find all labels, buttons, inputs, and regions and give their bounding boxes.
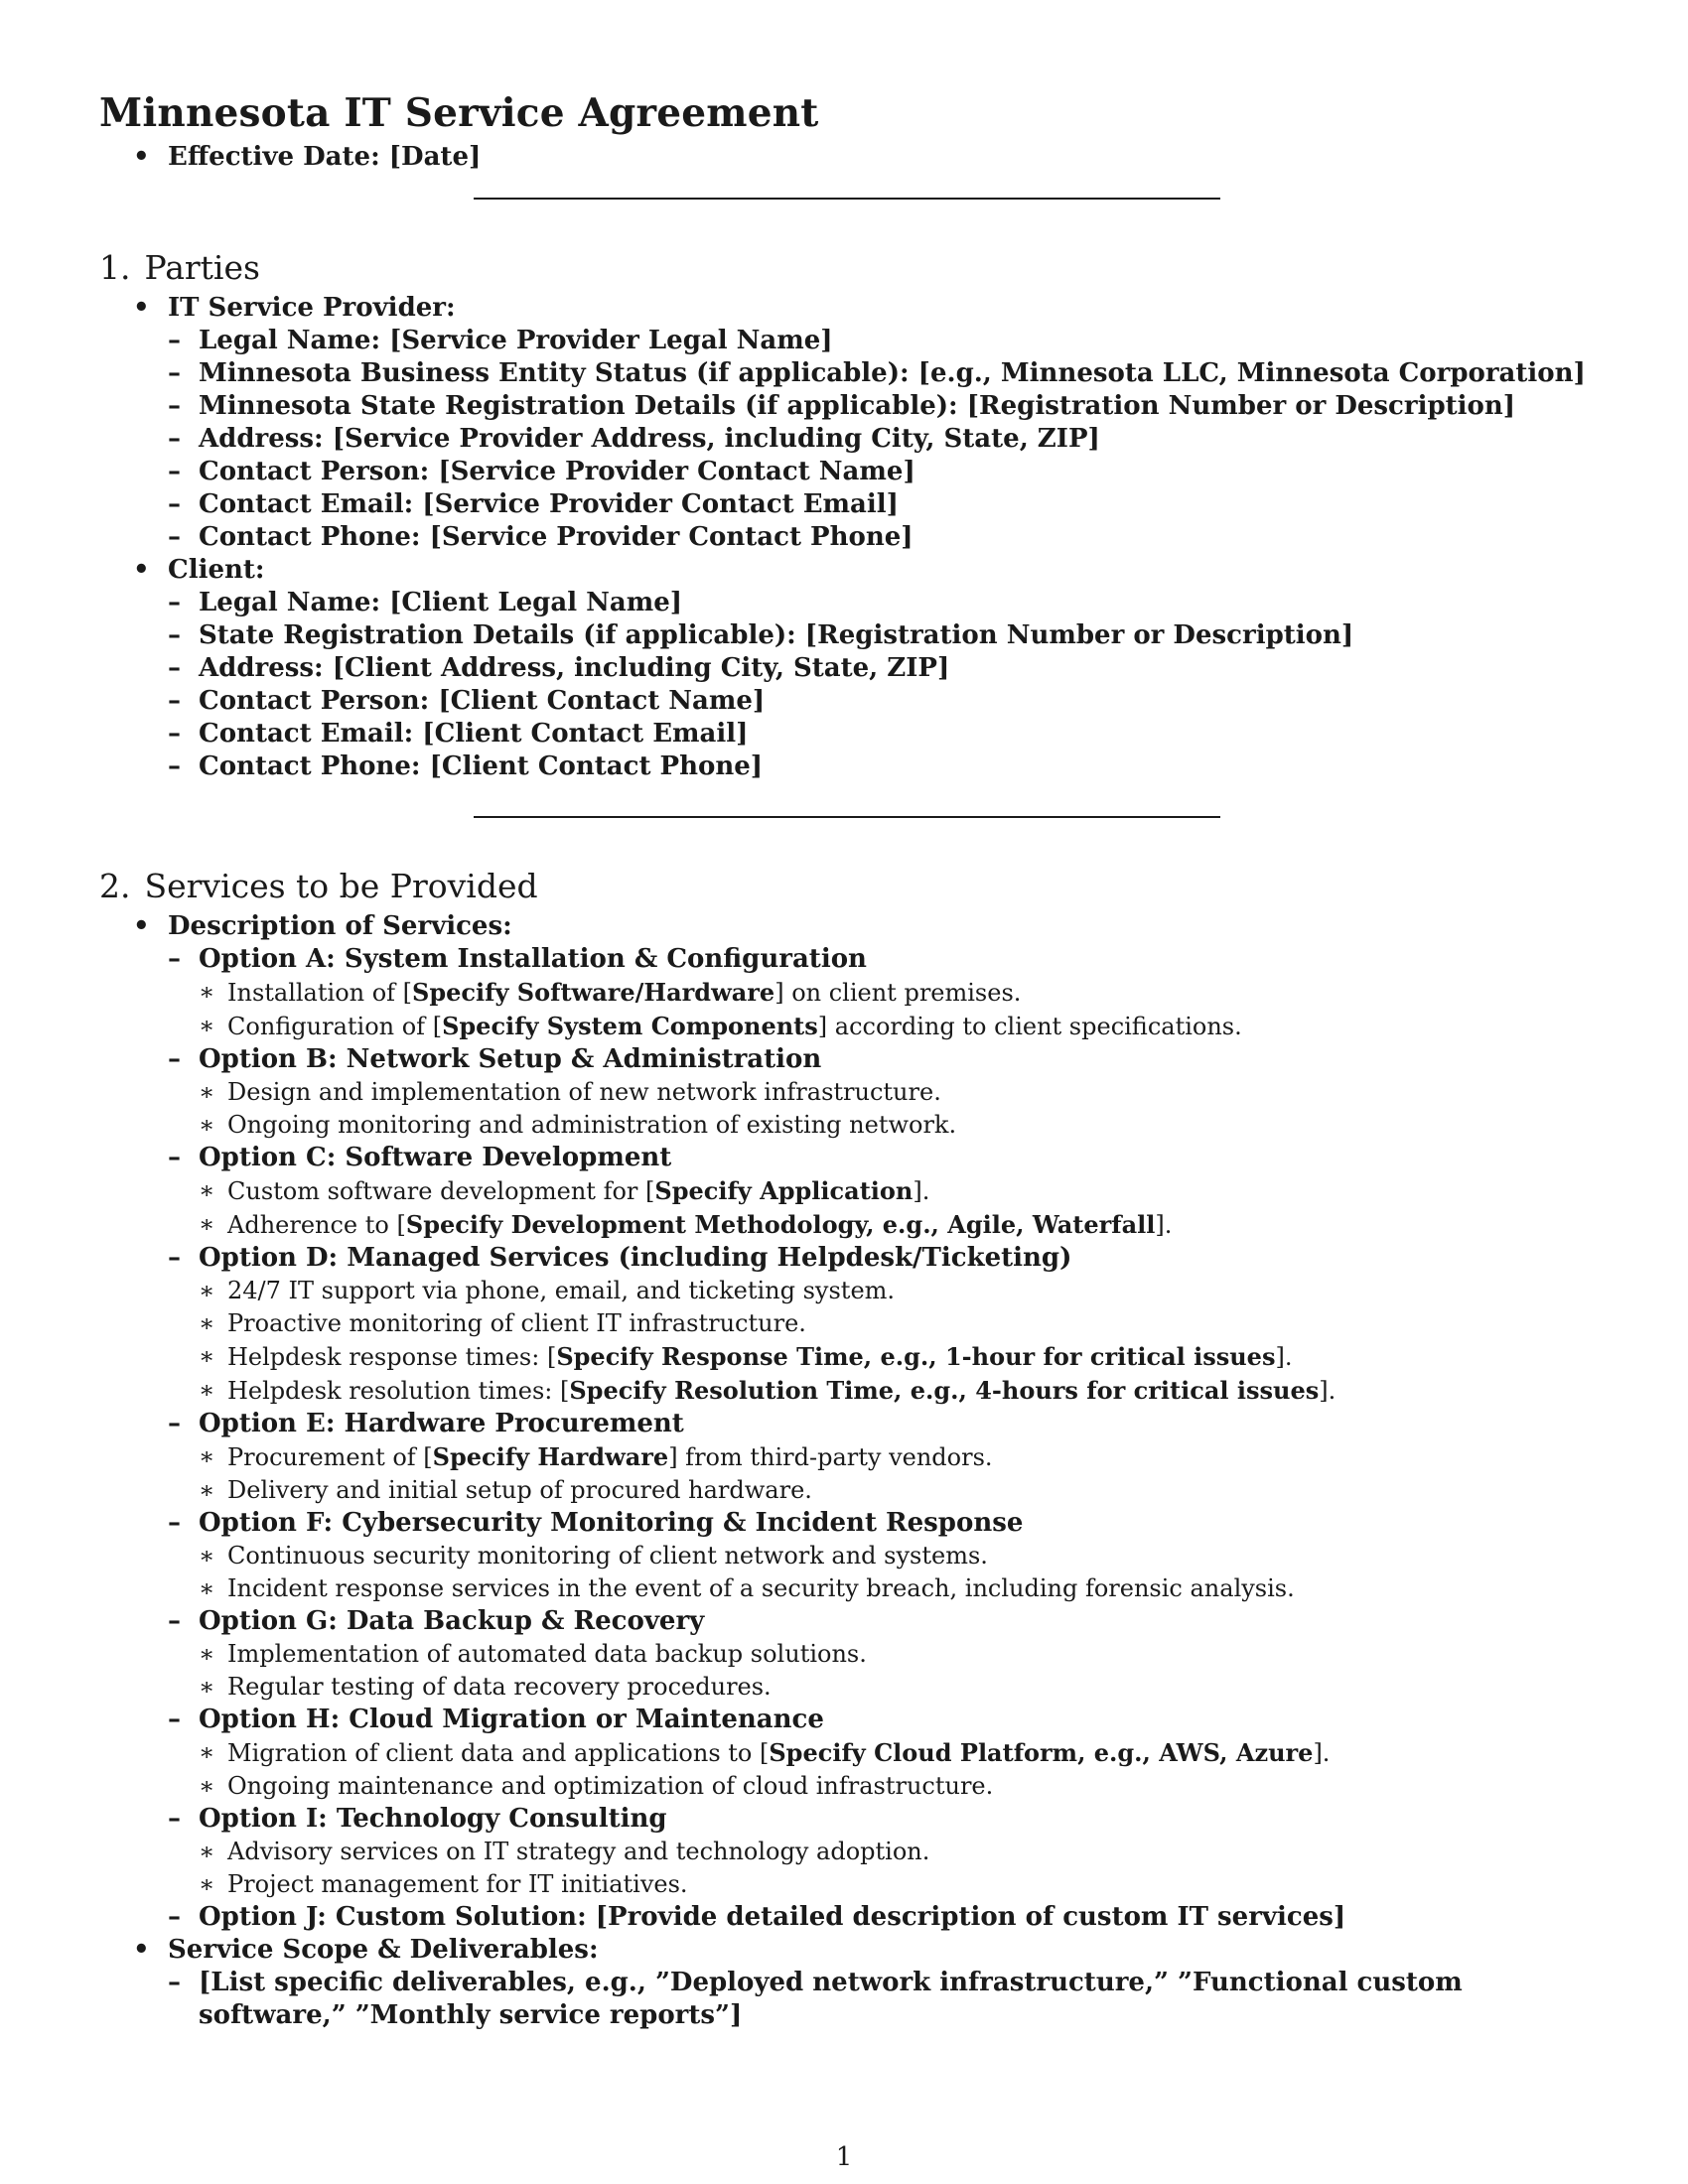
service-option-items xyxy=(199,976,1589,1043)
service-detail-item xyxy=(199,1638,1589,1671)
detail-text: Configuration of [ xyxy=(227,1013,443,1040)
placeholder-text: Specify System Components xyxy=(442,1012,818,1040)
provider-details xyxy=(168,325,1589,554)
service-detail-item xyxy=(199,1374,1589,1408)
service-detail-item xyxy=(199,1208,1589,1242)
section-title-parties: 1. Parties xyxy=(99,248,260,287)
provider-block xyxy=(129,292,1589,554)
placeholder-text: Specify Application xyxy=(654,1176,914,1205)
document-page xyxy=(99,85,1589,2032)
service-option-items xyxy=(199,1736,1589,1803)
service-detail-item xyxy=(199,1540,1589,1572)
page-number: 1 xyxy=(835,2142,853,2172)
service-detail-item xyxy=(199,1474,1589,1507)
service-detail-item xyxy=(199,1671,1589,1704)
service-option xyxy=(168,943,1589,1043)
service-option-title: Option F: Cybersecurity Monitoring & Incident Response xyxy=(199,1508,1024,1538)
service-detail-item xyxy=(199,1174,1589,1208)
provider-detail-item: – Contact Person: [Service Provider Contact Name] xyxy=(168,456,1589,488)
service-detail-item xyxy=(199,1307,1589,1340)
detail-text: Procurement of [ xyxy=(227,1443,433,1471)
detail-text: ] from third-party vendors. xyxy=(668,1443,993,1471)
effective-date xyxy=(129,141,1589,174)
client-label: Client: xyxy=(168,555,265,585)
detail-text: Implementation of automated data backup solutions. xyxy=(227,1640,867,1668)
detail-text: Helpdesk resolution times: [ xyxy=(227,1377,570,1405)
detail-text: Incident response services in the event of a security breach, including forensic analysis. xyxy=(227,1574,1295,1602)
service-option xyxy=(168,1408,1589,1507)
detail-text: Helpdesk response times: [ xyxy=(227,1343,557,1371)
detail-text: ]. xyxy=(913,1177,930,1205)
service-option-title: Option I: Technology Consulting xyxy=(199,1804,667,1834)
horizontal-rule xyxy=(474,198,1220,200)
service-option-title: Option H: Cloud Migration or Maintenance xyxy=(199,1705,824,1734)
service-detail-item xyxy=(199,1010,1589,1043)
deliverable-item: – [List specific deliverables, e.g., ”Deployed network infrastructure,” ”Functional custom software,” ”Monthly service reports”] xyxy=(168,1967,1589,2032)
service-detail-item xyxy=(199,1275,1589,1307)
section-title-services: 2. Services to be Provided xyxy=(99,867,538,905)
detail-text: Custom software development for [ xyxy=(227,1177,655,1205)
service-detail-item xyxy=(199,1868,1589,1901)
detail-text: Advisory services on IT strategy and technology adoption. xyxy=(227,1838,930,1865)
client-detail-item: – Contact Email: [Client Contact Email] xyxy=(168,718,1589,751)
parties-list xyxy=(99,292,1589,783)
detail-text: Continuous security monitoring of client network and systems. xyxy=(227,1542,988,1570)
service-option-items xyxy=(199,1638,1589,1704)
service-option xyxy=(168,1901,1589,1934)
provider-detail-item: – Minnesota State Registration Details (if applicable): [Registration Number or Description] xyxy=(168,390,1589,423)
service-option-items xyxy=(199,1540,1589,1605)
placeholder-text: Specify Cloud Platform, e.g., AWS, Azure xyxy=(769,1738,1314,1767)
client-details xyxy=(168,587,1589,783)
detail-text: ] on client premises. xyxy=(774,979,1022,1007)
provider-label: IT Service Provider: xyxy=(168,293,456,323)
detail-text: ]. xyxy=(1313,1739,1331,1767)
service-option xyxy=(168,1605,1589,1704)
effective-date-list xyxy=(99,141,1589,174)
client-detail-item: – Address: [Client Address, including City, State, ZIP] xyxy=(168,652,1589,685)
provider-detail-item: – Contact Email: [Service Provider Contact Email] xyxy=(168,488,1589,521)
service-option-title: Option J: Custom Solution: [Provide detailed description of custom IT services] xyxy=(199,1902,1346,1932)
effective-date-value: [Date] xyxy=(388,142,482,172)
client-detail-item: – State Registration Details (if applicable): [Registration Number or Description] xyxy=(168,619,1589,652)
detail-text: Design and implementation of new network infrastructure. xyxy=(227,1078,941,1106)
detail-text: Delivery and initial setup of procured hardware. xyxy=(227,1476,812,1504)
service-option-items xyxy=(199,1836,1589,1901)
detail-text: ]. xyxy=(1275,1343,1293,1371)
detail-text: ]. xyxy=(1319,1377,1336,1405)
detail-text: Adherence to [ xyxy=(227,1211,406,1239)
service-options xyxy=(168,943,1589,1934)
detail-text: Project management for IT initiatives. xyxy=(227,1870,688,1898)
placeholder-text: Specify Resolution Time, e.g., 4-hours for critical issues xyxy=(569,1376,1320,1405)
service-option xyxy=(168,1704,1589,1803)
provider-detail-item: – Minnesota Business Entity Status (if applicable): [e.g., Minnesota LLC, Minnesota Corporation] xyxy=(168,357,1589,390)
service-option-title: Option A: System Installation & Configuration xyxy=(199,944,867,974)
document-title: Minnesota IT Service Agreement xyxy=(99,90,819,136)
placeholder-text: Specify Response Time, e.g., 1-hour for critical issues xyxy=(556,1342,1276,1371)
service-option-items xyxy=(199,1440,1589,1507)
detail-text: Regular testing of data recovery procedures. xyxy=(227,1673,772,1701)
detail-text: ] according to client specifications. xyxy=(817,1013,1242,1040)
service-option xyxy=(168,1043,1589,1142)
service-option-items xyxy=(199,1275,1589,1408)
service-option-title: Option D: Managed Services (including Helpdesk/Ticketing) xyxy=(199,1243,1072,1273)
scope-label: Service Scope & Deliverables: xyxy=(168,1935,599,1965)
description-label: Description of Services: xyxy=(168,911,512,941)
service-detail-item xyxy=(199,1736,1589,1770)
client-detail-item: – Contact Person: [Client Contact Name] xyxy=(168,685,1589,718)
service-detail-item xyxy=(199,1340,1589,1374)
client-detail-item: – Legal Name: [Client Legal Name] xyxy=(168,587,1589,619)
service-option xyxy=(168,1142,1589,1242)
detail-text: 24/7 IT support via phone, email, and ticketing system. xyxy=(227,1277,896,1304)
effective-date-label: Effective Date: xyxy=(168,142,380,172)
service-detail-item xyxy=(199,976,1589,1010)
service-option-title: Option B: Network Setup & Administration xyxy=(199,1044,822,1074)
service-option xyxy=(168,1507,1589,1605)
detail-text: Ongoing monitoring and administration of existing network. xyxy=(227,1111,957,1139)
provider-detail-item: – Address: [Service Provider Address, including City, State, ZIP] xyxy=(168,423,1589,456)
service-option xyxy=(168,1803,1589,1901)
placeholder-text: Specify Development Methodology, e.g., Agile, Waterfall xyxy=(405,1210,1156,1239)
services-list xyxy=(99,910,1589,2032)
provider-detail-item: – Contact Phone: [Service Provider Contact Phone] xyxy=(168,521,1589,554)
client-block xyxy=(129,554,1589,783)
service-option-items xyxy=(199,1076,1589,1142)
service-option-title: Option E: Hardware Procurement xyxy=(199,1409,684,1438)
service-detail-item xyxy=(199,1572,1589,1605)
detail-text: Proactive monitoring of client IT infrastructure. xyxy=(227,1309,806,1337)
description-block xyxy=(129,910,1589,1934)
service-option xyxy=(168,1242,1589,1408)
detail-text: ]. xyxy=(1155,1211,1173,1239)
detail-text: Ongoing maintenance and optimization of cloud infrastructure. xyxy=(227,1772,994,1800)
placeholder-text: Specify Hardware xyxy=(432,1442,669,1471)
service-option-title: Option C: Software Development xyxy=(199,1143,672,1172)
detail-text: Installation of [ xyxy=(227,979,413,1007)
service-detail-item xyxy=(199,1076,1589,1109)
scope-deliverables xyxy=(168,1967,1589,2032)
scope-block xyxy=(129,1934,1589,2032)
provider-detail-item: – Legal Name: [Service Provider Legal Name] xyxy=(168,325,1589,357)
service-option-items xyxy=(199,1174,1589,1242)
client-detail-item: – Contact Phone: [Client Contact Phone] xyxy=(168,751,1589,783)
detail-text: Migration of client data and applications to [ xyxy=(227,1739,770,1767)
service-option-title: Option G: Data Backup & Recovery xyxy=(199,1606,705,1636)
placeholder-text: Specify Software/Hardware xyxy=(412,978,775,1007)
service-detail-item xyxy=(199,1440,1589,1474)
service-detail-item xyxy=(199,1836,1589,1868)
service-detail-item xyxy=(199,1109,1589,1142)
service-detail-item xyxy=(199,1770,1589,1803)
horizontal-rule xyxy=(474,816,1220,818)
